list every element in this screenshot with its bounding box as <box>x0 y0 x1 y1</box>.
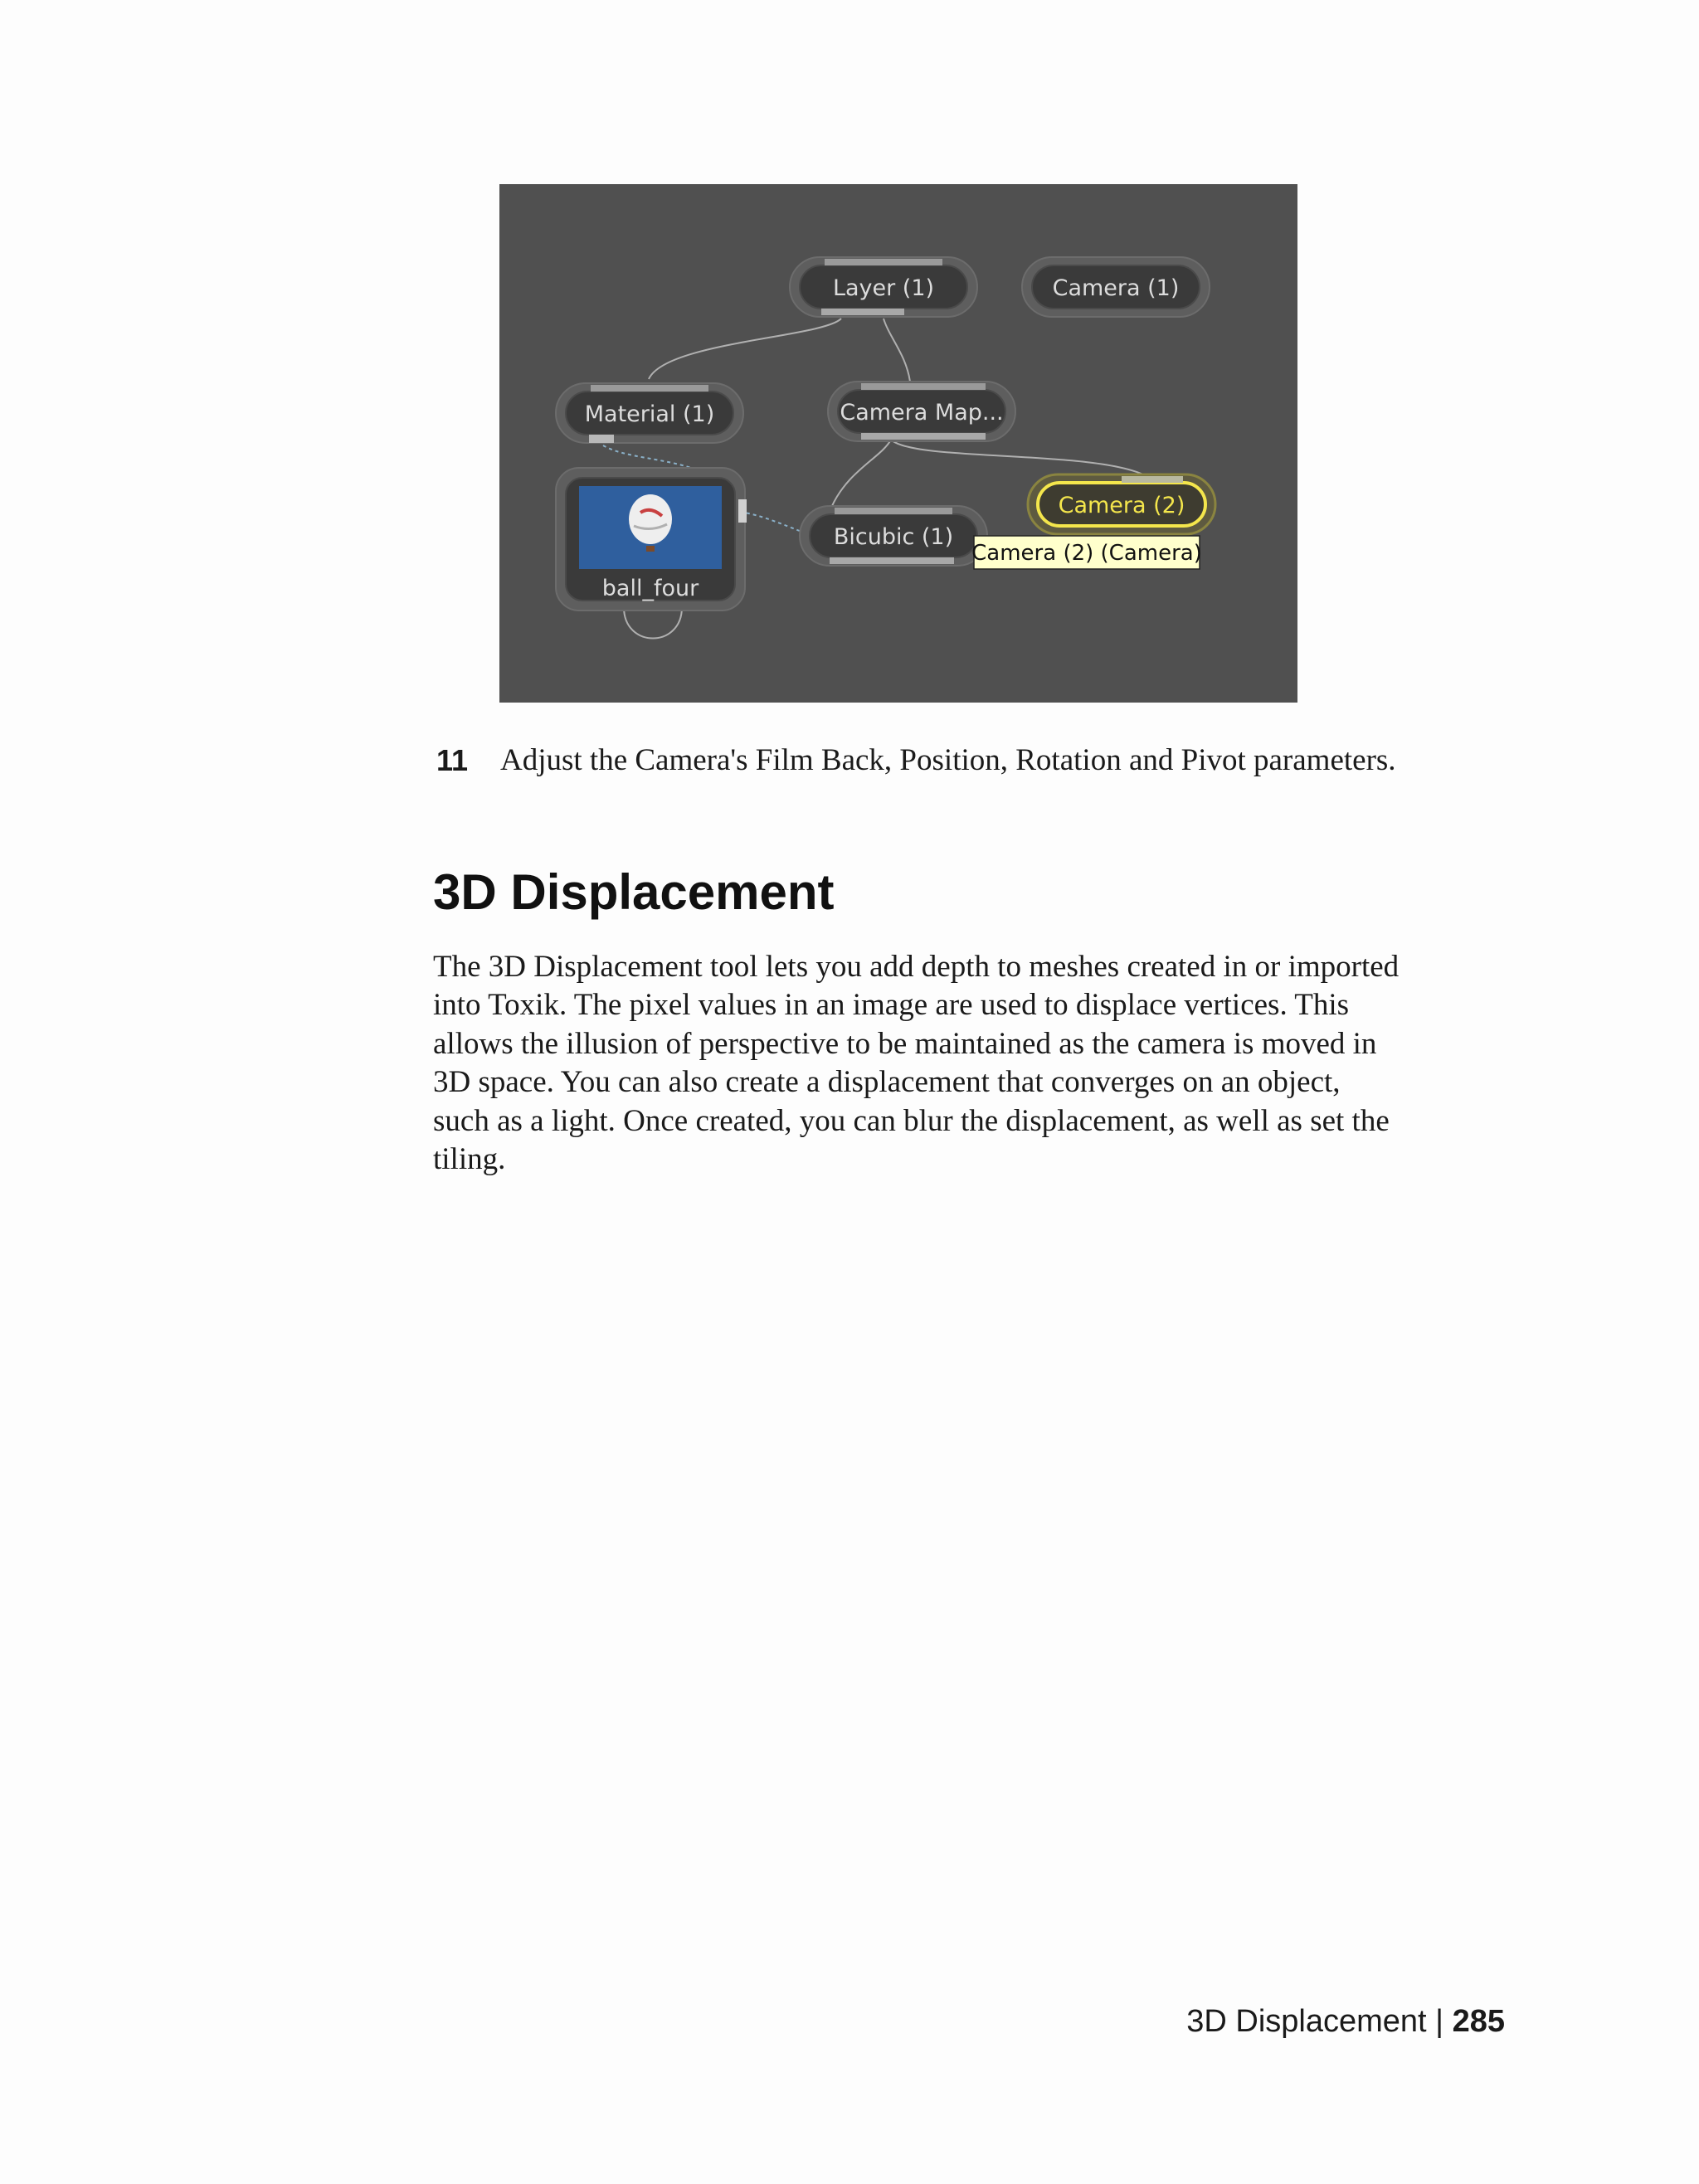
paragraph-line: tiling. <box>433 1142 506 1177</box>
node-label-bicubic: Bicubic (1) <box>833 524 954 550</box>
node-camera-1[interactable] <box>1022 257 1210 317</box>
node-clip-ball-four[interactable] <box>556 468 747 610</box>
footer-section-name: 3D Displacement <box>1186 2004 1427 2039</box>
footer-separator: | <box>1435 2004 1444 2039</box>
paragraph-line: allows the illusion of perspective to be maintained as the camera is moved in <box>433 1026 1377 1061</box>
node-camera-2-selected[interactable] <box>1028 474 1215 534</box>
node-label-clip: ball_four <box>601 576 699 601</box>
wire-layer-material <box>649 319 841 379</box>
node-graph <box>499 184 1297 703</box>
node-label-camera-2: Camera (2) <box>1058 493 1185 518</box>
node-label-camera-map: Camera Map... <box>840 400 1004 426</box>
tooltip-text: Camera (2) (Camera) <box>971 541 1202 566</box>
node-bicubic[interactable] <box>800 506 987 566</box>
node-label-layer: Layer (1) <box>832 275 935 301</box>
wire-clip-loop <box>624 607 682 639</box>
wire-cameramap-camera2 <box>891 440 1146 476</box>
wire-layer-cameramap <box>884 319 910 382</box>
body-paragraph <box>433 948 1512 1179</box>
step-number: 11 <box>436 743 469 777</box>
page-footer <box>1186 2002 1505 2041</box>
node-camera-map[interactable] <box>828 382 1015 441</box>
node-graph-screenshot <box>499 184 1297 703</box>
wire-cameramap-bicubic <box>831 440 891 508</box>
section-heading: 3D Displacement <box>433 864 835 920</box>
paragraph-line: into Toxik. The pixel values in an image are used to displace vertices. This <box>433 988 1350 1023</box>
node-layer[interactable] <box>790 257 977 317</box>
paragraph-line: 3D space. You can also create a displacement that converges on an object, <box>433 1065 1341 1100</box>
node-label-material: Material (1) <box>584 401 715 427</box>
paragraph-line: The 3D Displacement tool lets you add depth to meshes created in or imported <box>433 950 1400 984</box>
node-material[interactable] <box>556 383 743 443</box>
page-number: 285 <box>1452 2004 1505 2039</box>
tooltip <box>971 536 1202 569</box>
step-text: Adjust the Camera's Film Back, Position, Rotation and Pivot parameters. <box>500 743 1396 777</box>
paragraph-line: such as a light. Once created, you can blur the displacement, as well as set the <box>433 1103 1390 1138</box>
node-label-camera-1: Camera (1) <box>1052 275 1180 301</box>
